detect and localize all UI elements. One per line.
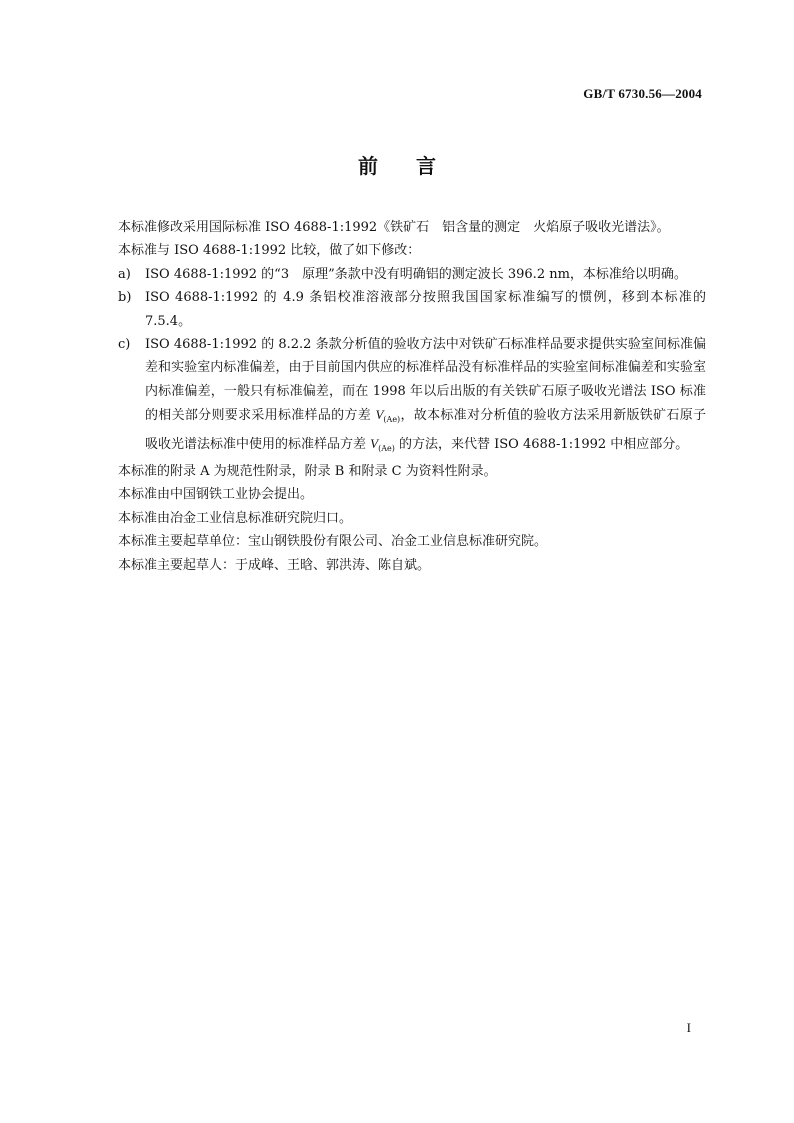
paragraph-proposer: 本标准由中国钢铁工业协会提出。 [118,487,314,503]
list-item-text: ISO 4688-1:1992 的 4.9 条铝校准溶液部分按照我国国家标准编写的惯例，移到本标准的7.5.4。 [145,290,706,329]
list-item-a [118,263,706,286]
foreword-body [118,216,706,577]
paragraph-drafting-units: 本标准主要起草单位：宝山钢铁股份有限公司、冶金工业信息标准研究院。 [118,534,548,550]
page-title: 前言 [358,154,474,178]
variance-symbol: V [370,435,379,451]
paragraph-adoption: 本标准修改采用国际标准 ISO 4688-1:1992《铁矿石 铝含量的测定 火焰原子吸收光谱法》。 [118,220,670,235]
standard-code: GB/T 6730.56—2004 [583,86,702,101]
variance-subscript: (Ae) [383,415,401,425]
variance-subscript: (Ae) [378,443,395,453]
list-marker: b) [118,290,132,306]
paragraph-comparison: 本标准与 ISO 4688-1:1992 比较，做了如下修改： [118,243,421,259]
paragraph-annexes: 本标准的附录 A 为规范性附录，附录 B 和附录 C 为资料性附录。 [118,464,497,480]
text-segment: ，故本标准对分析值的验收方法采用新版铁矿石原子吸收光谱法标准中使用的标准样品方差 [145,408,706,452]
list-item-text: ISO 4688-1:1992 的“3 原理”条款中没有明确铝的测定波长 396.2 nm，本标准给以明确。 [145,266,687,282]
list-item-b [118,286,706,333]
page-number: I [686,1020,691,1035]
list-item-c [118,333,706,460]
paragraph-drafters: 本标准主要起草人：于成峰、王晗、郭洪涛、陈自斌。 [118,557,431,573]
variance-symbol: V [375,407,384,423]
paragraph-administrator: 本标准由冶金工业信息标准研究院归口。 [118,510,353,526]
text-segment: ISO 4688-1:1992 的 8.2.2 条款分析值的验收方法中对铁矿石标准样品要求提供实验室间标准偏差和实验室内标准偏差，由于目前国内供应的标准样品没有标准样品的实验室间标准偏差和实验室内标准偏差，一般只有标准偏差，而在 1998 年以后出版的有关铁矿石原子吸收光谱法 ISO 标准的相关部分则要求采用标准样品的方差 [145,337,707,424]
text-segment: 的方法，来代替 ISO 4688-1:1992 中相应部分。 [394,436,689,452]
list-marker: c) [118,337,131,353]
list-item-text [145,333,706,460]
list-marker: a) [118,266,131,282]
